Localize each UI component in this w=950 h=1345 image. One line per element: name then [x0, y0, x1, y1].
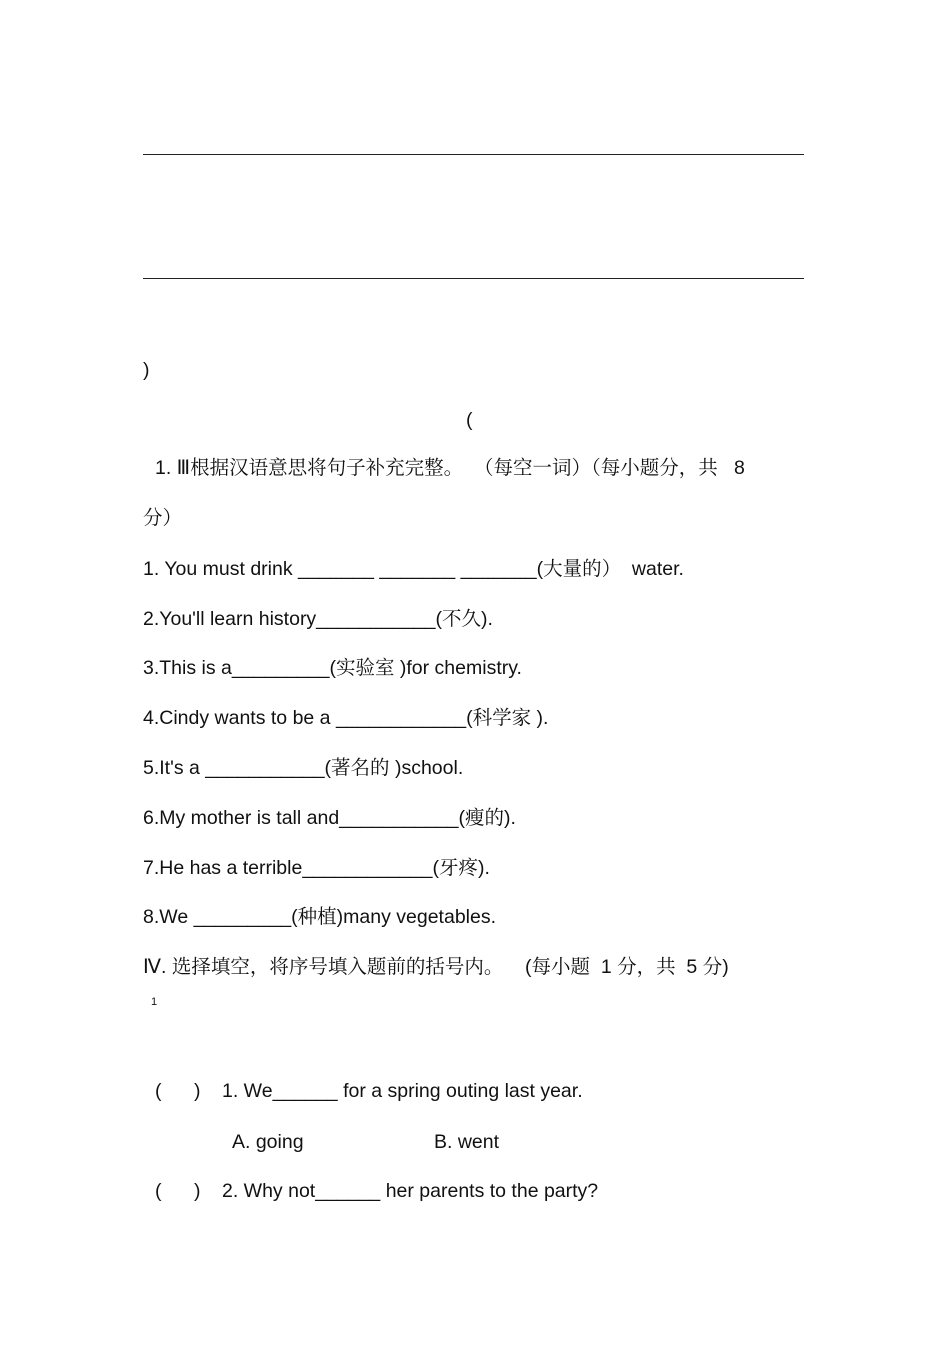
question-1: 1. We______ for a spring outing last year.	[222, 1080, 583, 1102]
exercise-item-7: 7.He has a terrible____________(牙疼).	[143, 857, 490, 879]
answer-line-1	[143, 154, 804, 155]
closing-parenthesis: )	[143, 359, 150, 381]
exercise-item-2: 2.You'll learn history___________(不久).	[143, 608, 493, 630]
section-4-heading: Ⅳ. 选择填空，将序号填入题前的括号内。 (每小题 1 分，共 5 分)	[143, 956, 729, 978]
answer-bracket-q2: ( )	[155, 1180, 201, 1202]
page-number: 1	[151, 996, 158, 1008]
q1-option-b: B. went	[434, 1131, 500, 1153]
section-3-heading: 1. Ⅲ根据汉语意思将句子补充完整。 （每空一词）（每小题分，共 8	[155, 457, 745, 479]
section-3-heading-cont: 分）	[143, 507, 183, 529]
q1-option-a: A. going	[232, 1131, 304, 1153]
exercise-item-3: 3.This is a_________(实验室 )for chemistry.	[143, 657, 522, 679]
opening-parenthesis: (	[466, 409, 473, 431]
question-2: 2. Why not______ her parents to the party?	[222, 1180, 599, 1202]
answer-line-2	[143, 278, 804, 279]
answer-bracket-q1: ( )	[155, 1080, 201, 1102]
exercise-item-5: 5.It's a ___________(著名的 )school.	[143, 757, 464, 779]
exercise-item-4: 4.Cindy wants to be a ____________(科学家 ).	[143, 707, 549, 729]
exercise-item-6: 6.My mother is tall and___________(瘦的).	[143, 807, 516, 829]
exercise-item-1: 1. You must drink _______ _______ _______(大量的） water.	[143, 558, 684, 580]
exercise-item-8: 8.We _________(种植)many vegetables.	[143, 906, 497, 928]
